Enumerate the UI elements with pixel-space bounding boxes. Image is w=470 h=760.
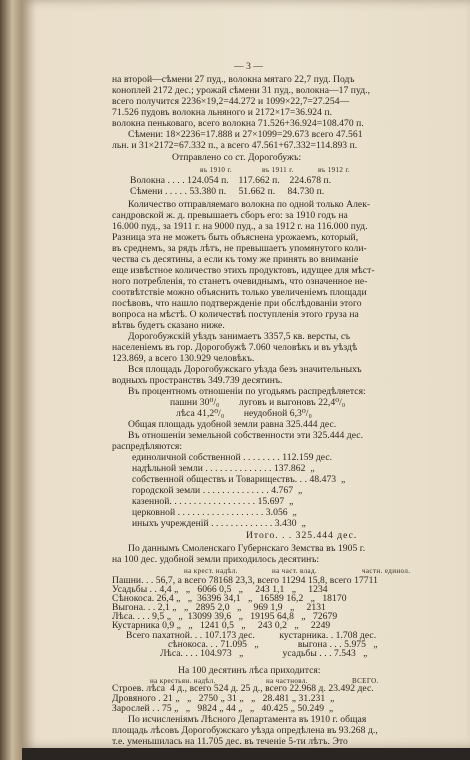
forest-column-header: на крестьян. надѣл. bbox=[150, 677, 216, 685]
text-line: еще извѣстное количество этихъ продуктовъ, идущее для мѣст- bbox=[112, 265, 375, 276]
forest-column-header: на частновл. bbox=[266, 677, 308, 685]
text-line: 123.869, а всего 130.929 человѣкъ. bbox=[112, 353, 255, 364]
percent-row: лѣса 41,2⁰/₀ неудобной 6,3⁰/₀ bbox=[176, 408, 312, 419]
text-line: Въ отношеніи земельной собственности эти 325.444 дес. bbox=[128, 430, 364, 441]
ownership-row: единоличной собственной . . . . . . . . 112.159 дес. bbox=[132, 452, 333, 463]
text-line: Сѣмени: 18×2236=17.888 и 27×1099=29.673 всего 47.561 bbox=[128, 129, 363, 140]
year-header: въ 1911 г. bbox=[262, 166, 294, 174]
land-summary-row: Всего пахатной. . . 107.173 дес. кустарника. . 1.708 дес. bbox=[126, 630, 377, 641]
text-line: Количество отправляемаго волокна по одной только Алек- bbox=[128, 199, 371, 210]
text-line: ного потребленія, то станетъ очевиднымъ, что означенное не- bbox=[112, 276, 368, 287]
text-line: По даннымъ Смоленскаго Губернскаго Земства въ 1905 г. bbox=[128, 543, 366, 554]
land-table-row: Выгона. . . 2,1 „ „ 2895 2,0 „ 969 1,9 „ 2131 bbox=[112, 602, 326, 613]
text-line: По исчисленіямъ Лѣсного Департамента въ 1910 г. общая bbox=[128, 714, 367, 725]
forest-heading: На 100 десятинъ лѣса приходится: bbox=[178, 665, 321, 676]
ownership-row: иныхъ учрежденій . . . . . . . . . . . . . 3.430 „ bbox=[132, 518, 306, 529]
text-line: Общая площадь удобной земли равна 325.444 дес. bbox=[128, 419, 337, 430]
year-header: въ 1910 г. bbox=[200, 166, 233, 174]
text-line: посѣвовъ, что нашло подтвержденіе при обслѣдованіи этого bbox=[112, 298, 362, 309]
land-table-row: Усадьбы . . 4,4 „ „ 6066 0,5 „ 243 1,1 „ 1234 bbox=[112, 584, 328, 595]
text-line: распредѣляются: bbox=[112, 441, 183, 452]
land-table-row: Пашни. . . 56,7, а всего 78168 23,3, всего 11294 15,8, всего 17711 bbox=[112, 575, 378, 586]
land-column-header: частн. единол. bbox=[362, 567, 411, 575]
land-table-row: Лѣса. . . . 9,5 „ „ 13099 39,6 „ 19195 64,8 „ 72679 bbox=[112, 611, 338, 622]
text-line: Дорогобужскій уѣздъ занимаетъ 3357,5 кв. версты, съ bbox=[128, 331, 351, 342]
page-bottom-edge bbox=[22, 748, 470, 760]
text-line: населеніемъ въ гор. Дорогобужѣ 7.060 человѣкъ и въ уѣздѣ bbox=[112, 342, 358, 353]
text-line: вѣтвь будетъ сказано ниже. bbox=[112, 320, 225, 331]
text-line: на второй—сѣмени 27 пуд., волокна мятаго 22,7 пуд. Подъ bbox=[112, 74, 355, 85]
land-table-row: Сѣнокоса. 26,4 „ „ 36396 34,1 „ 16589 16,2 „ 18170 bbox=[112, 593, 347, 604]
forest-row: Дровяного . 21 „ „ 2750 „ 31 „ „ 28.481 „ 31.231 „ bbox=[112, 693, 335, 704]
section-heading: Отправлено со ст. Дорогобужъ: bbox=[172, 152, 302, 163]
ownership-row: казенной. . . . . . . . . . . . . . . . . . 15.697 „ bbox=[132, 496, 294, 507]
ownership-row: церковной . . . . . . . . . . . . . . . . . . 3.056 „ bbox=[132, 507, 297, 518]
text-line: 16.000 пуд., за 1911 г. на 9000 пуд., а за 1912 г. на 116.000 пуд. bbox=[112, 221, 368, 232]
year-header: въ 1912 г. bbox=[318, 166, 351, 174]
shipment-row: Волокна . . . . 124.054 п. 117.662 п. 224.678 п. bbox=[130, 175, 332, 186]
text-line: Разница эта не можетъ быть объяснена урожаемъ, который, bbox=[112, 232, 359, 243]
percent-row: пашни 30⁰/₀ луговъ и выгоновъ 22,4⁰/₀ bbox=[170, 397, 346, 408]
text-line: коноплей 2172 дес.; урожай сѣмени 31 пуд., волокна—17 пуд., bbox=[112, 85, 371, 96]
ownership-row: городской земли . . . . . . . . . . . . . . 4.767 „ bbox=[132, 485, 303, 496]
text-line: всего получится 2236×19,2=44.272 и 1099×22,7=27.254— bbox=[112, 96, 350, 107]
land-summary-row: Лѣса. . . . 104.973 „ усадьбы . . . 7.543 „ bbox=[160, 648, 368, 659]
text-line: вопроса на мѣстѣ. О количествѣ поступленія этого груза на bbox=[112, 309, 359, 320]
text-line: водныхъ пространствъ 349.739 десятинъ. bbox=[112, 375, 283, 386]
ownership-row: надѣльной земли . . . . . . . . . . . . . . 137.862 „ bbox=[132, 463, 315, 474]
text-line: въ среднемъ, за рядъ лѣтъ, не превышаетъ упомянутого коли- bbox=[112, 243, 367, 254]
text-line: площадь лѣсовъ Дорогобужскаго уѣзда опредѣлена въ 93.268 д., bbox=[112, 725, 378, 736]
text-line: соотвѣтствіе можно объяснить только увеличеніемъ площади bbox=[112, 287, 367, 298]
forest-row: Строев. лѣса 4 д., всего 524 д. 25 д., всего 22.968 д. 23.492 дес. bbox=[112, 683, 374, 694]
shipment-row: Сѣмени . . . . . 53.380 п. 51.662 п. 84.730 п. bbox=[130, 186, 325, 197]
text-line: сандровской ж. д. превышаетъ сборъ его: за 1910 годъ на bbox=[112, 210, 348, 221]
land-column-header: на крест. надѣл. bbox=[184, 567, 238, 575]
ownership-row: собственной обществъ и Товариществъ. . . 48.473 „ bbox=[132, 474, 346, 485]
text-line: волокна пеньковаго, всего волокна 71.526+36.924=108.470 п. bbox=[112, 118, 364, 129]
text-line: Вся площадь Дорогобужскаго уѣзда безъ значительныхъ bbox=[128, 364, 362, 375]
text-line: 71.526 пудовъ волокна льняного и 2172×17=36.924 п. bbox=[112, 107, 333, 118]
page-number: — 3 — bbox=[234, 61, 264, 72]
book-spine-shadow bbox=[0, 0, 22, 760]
text-line: льн. и 31×2172=67.332 п., а всего 47.561+67.332=114.893 п. bbox=[112, 140, 358, 151]
land-column-header: на част. влад. bbox=[272, 567, 318, 575]
ownership-total: Итого. . . 325.444 дес. bbox=[246, 530, 358, 541]
text-line: на 100 дес. удобной земли приходилось десятинъ: bbox=[112, 554, 320, 565]
land-summary-row: сѣнокоса. . . 71.095 „ выгона . . . 5.975 „ bbox=[168, 639, 378, 650]
forest-row: Зарослей . . 75 „ „ 9824 „ 44 „ „ 40.425 „ 50.249 „ bbox=[112, 703, 334, 714]
text-line: т.е. уменьшилась на 11.705 дес. въ теченіе 5-ти лѣтъ. Это bbox=[112, 736, 348, 747]
land-table-row: Кустарника 0,9 „ „ 1241 0,5 „ 243 0,2 „ 2249 bbox=[112, 620, 331, 631]
text-line: Въ процентномъ отношеніи по угодьямъ распредѣляется: bbox=[128, 386, 366, 397]
text-line: чества съ десятины, а если къ тому же принять во вниманіе bbox=[112, 254, 359, 265]
forest-column-header: ВСЕГО. bbox=[352, 677, 379, 685]
